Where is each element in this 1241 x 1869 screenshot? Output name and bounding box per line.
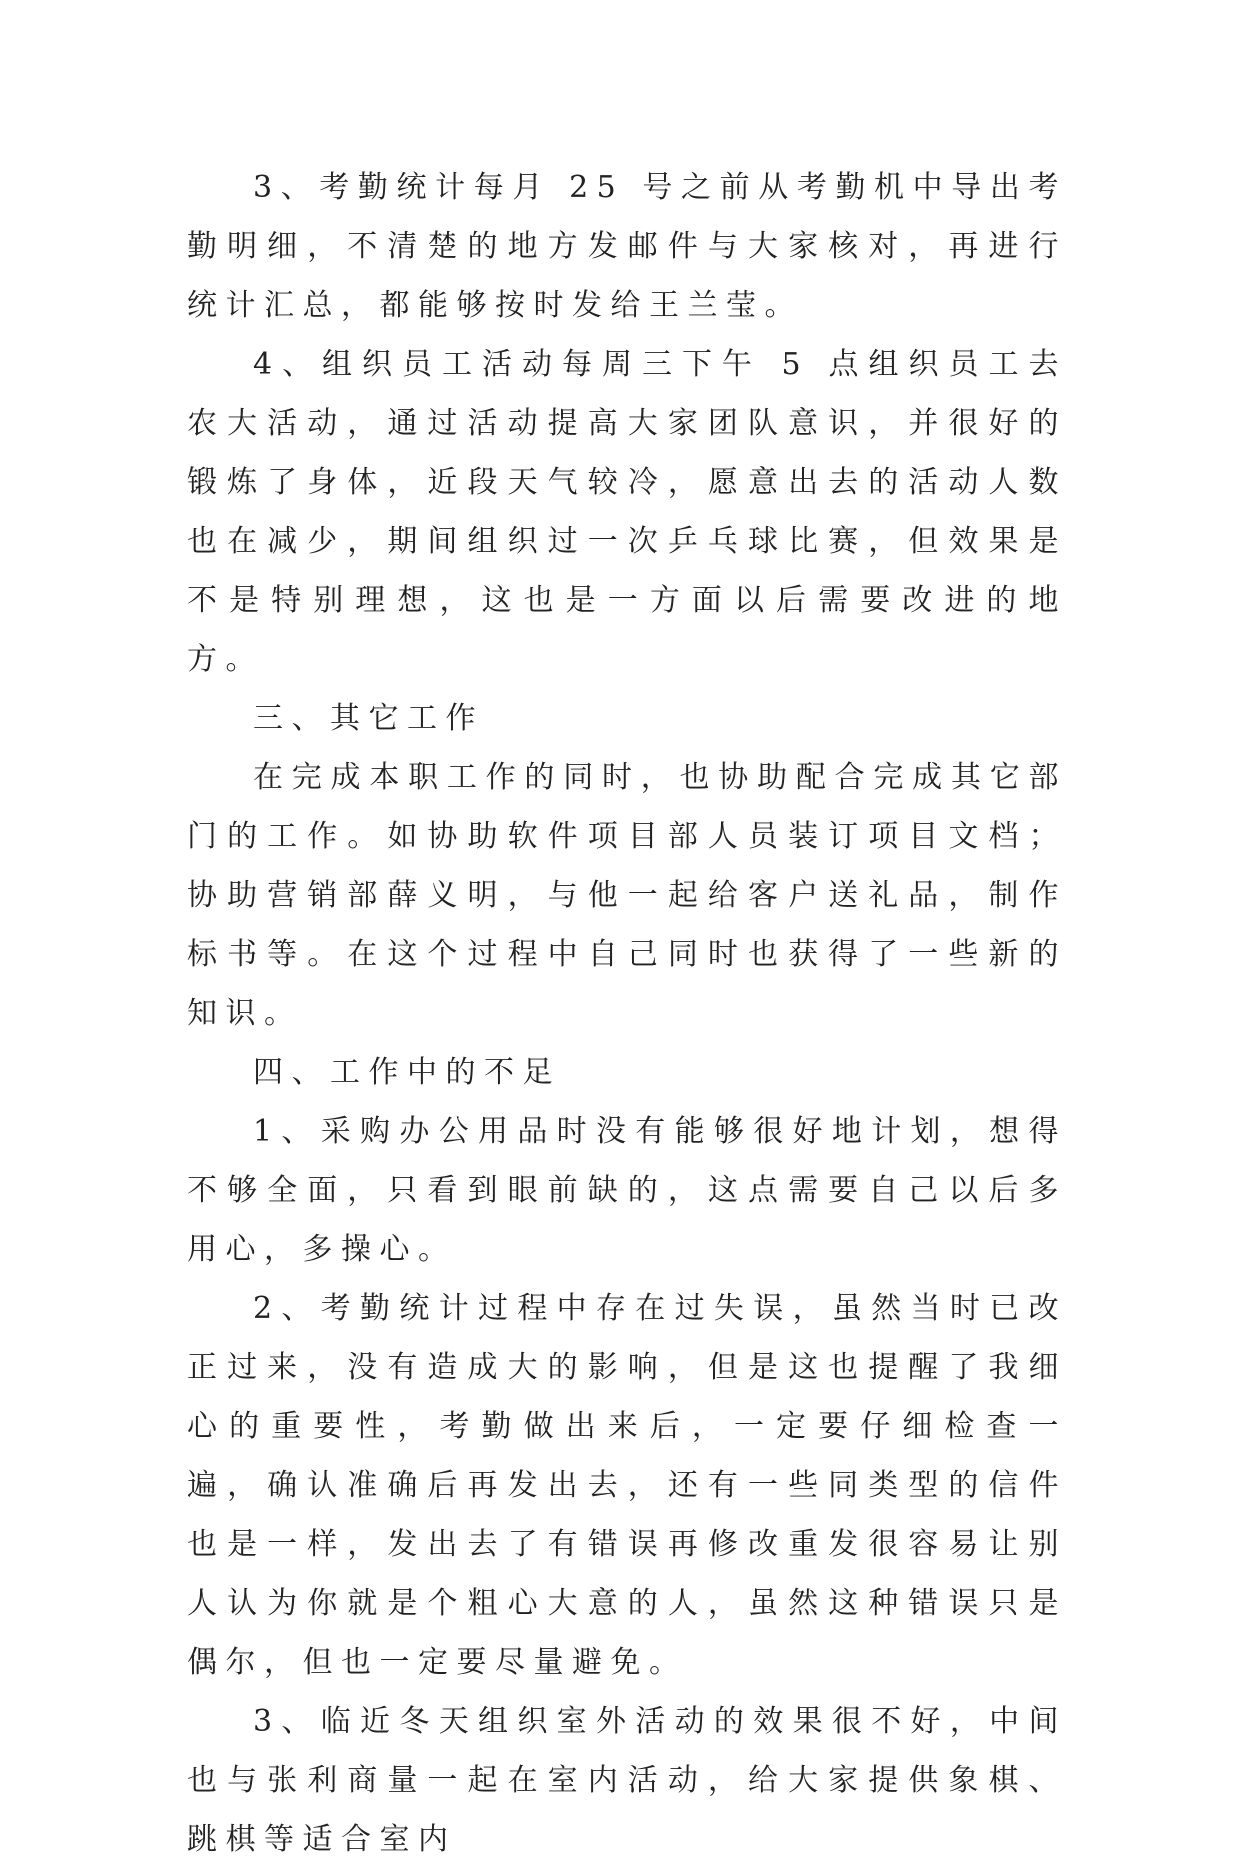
paragraph-attendance-export: 3、考勤统计每月 25 号之前从考勤机中导出考勤明细，不清楚的地方发邮件与大家核对，再进行统计汇总，都能够按时发给王兰莹。 [187, 170, 1067, 323]
paragraph-shortcoming-attendance-errors: 2、考勤统计过程中存在过失误，虽然当时已改正过来，没有造成大的影响，但是这也提醒了我细心的重要性，考勤做出来后，一定要仔细检查一遍，确认准确后再发出去，还有一些同类型的信件也是一样，发出去了有错误再修改重发很容易让别人认为你就是个粗心大意的人，虽然这种错误只是偶尔，但也一定要尽量避免。 [187, 1291, 1067, 1680]
paragraph-shortcoming-purchasing: 1、采购办公用品时没有能够很好地计划，想得不够全面，只看到眼前缺的，这点需要自己以后多用心，多操心。 [187, 1114, 1067, 1267]
paragraph-shortcoming-outdoor-activities: 3、临近冬天组织室外活动的效果很不好，中间也与张利商量一起在室内活动，给大家提供象棋、跳棋等适合室内 [187, 1704, 1067, 1857]
section-heading-other-work: 三、其它工作 [253, 701, 484, 736]
document-body [187, 158, 1067, 1869]
paragraph-employee-activities: 4、组织员工活动每周三下午 5 点组织员工去农大活动，通过活动提高大家团队意识，并很好的锻炼了身体，近段天气较冷，愿意出去的活动人数也在减少，期间组织过一次乒乓球比赛，但效果是不是特别理想，这也是一方面以后需要改进的地方。 [187, 347, 1067, 677]
section-heading-shortcomings: 四、工作中的不足 [253, 1055, 561, 1090]
paragraph-assist-other-departments: 在完成本职工作的同时，也协助配合完成其它部门的工作。如协助软件项目部人员装订项目文档；协助营销部薛义明，与他一起给客户送礼品，制作标书等。在这个过程中自己同时也获得了一些新的知识。 [187, 760, 1067, 1031]
